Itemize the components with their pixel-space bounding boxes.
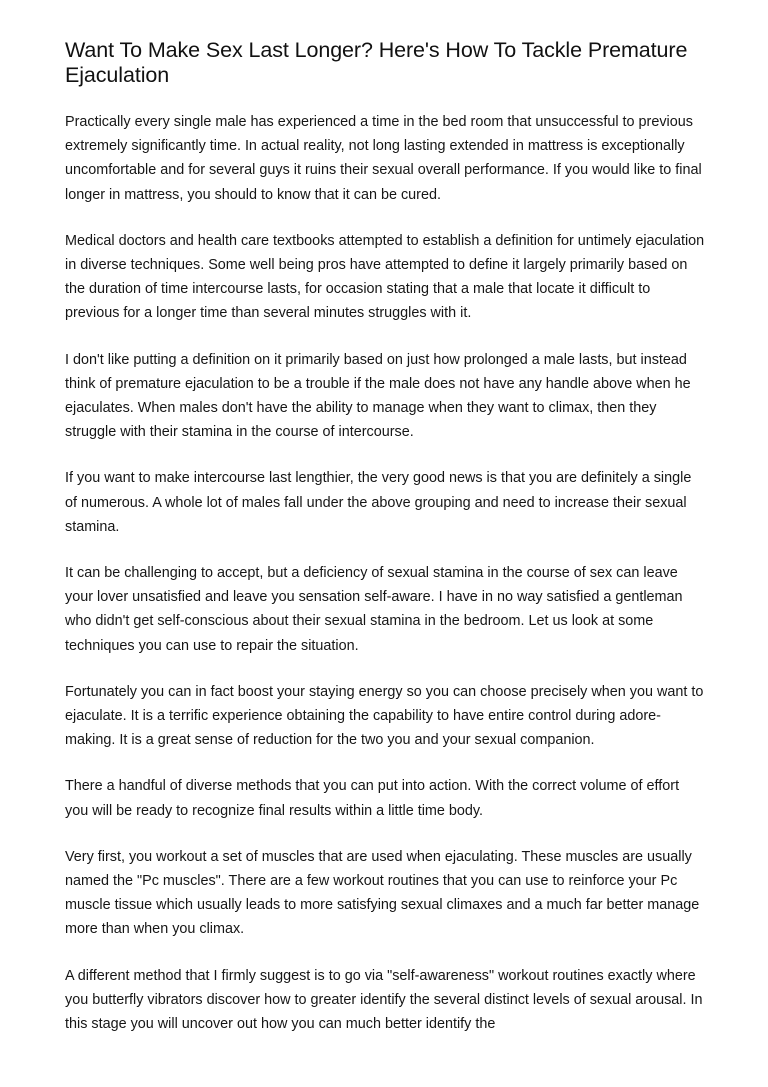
paragraph: Very first, you workout a set of muscles that are used when ejaculating. These muscles are usually named the "Pc muscles". There are a few workout routines that you can use to reinforce your Pc muscle tissue which usually leads to more satisfying sexual climaxes and a much far better manage more than when you climax. [65,848,700,938]
paragraph: Medical doctors and health care textbooks attempted to establish a definition for untimely ejaculation in diverse techniques. Some well being pros have attempted to define it largely primarily based on the duration of time intercourse lasts, for occasion stating that a male that locate it difficult to previous for a longer time than several minutes struggles with it. [65,232,705,322]
paragraph: There a handful of diverse methods that you can put into action. With the correct volume of effort you will be ready to recognize final results within a little time body. [65,778,680,819]
paragraph: A different method that I firmly suggest is to go via "self-awareness" workout routines exactly where you butterfly vibrators discover how to greater identify the several distinct levels of sexual arousal. In this stage you will uncover out how you can much better identify the [65,967,703,1033]
paragraph: It can be challenging to accept, but a deficiency of sexual stamina in the course of sex can leave your lover unsatisfied and leave you sensation self-aware. I have in no way satisfied a gentleman who didn't get self-conscious about their sexual stamina in the bedroom. Let us look at some techniques you can use to repair the situation. [65,565,683,654]
paragraph: Fortunately you can in fact boost your staying energy so you can choose precisely when you want to ejaculate. It is a terrific experience obtaining the capability to have entire control during adore-making. It is a great sense of reduction for the two you and your sexual companion. [65,683,704,749]
paragraph: Practically every single male has experienced a time in the bed room that unsuccessful to previous extremely significantly time. In actual reality, not long lasting extended in mattress is exceptionally uncomfortable and for several guys it ruins their sexual overall performance. If you would like to final longer in mattress, you should to know that it can be cured. [65,114,702,203]
document-title: Want To Make Sex Last Longer? Here's How To Tackle Premature Ejaculation [65,38,688,87]
document-body [65,110,706,1036]
paragraph: If you want to make intercourse last lengthier, the very good news is that you are definitely a single of numerous. A whole lot of males fall under the above grouping and need to increase their sexual stamina. [65,470,692,535]
paragraph: I don't like putting a definition on it primarily based on just how prolonged a male lasts, but instead think of premature ejaculation to be a trouble if the male does not have any handle above when he ejaculates. When males don't have the ability to manage when they want to climax, then they struggle with their stamina in the course of intercourse. [65,351,691,441]
